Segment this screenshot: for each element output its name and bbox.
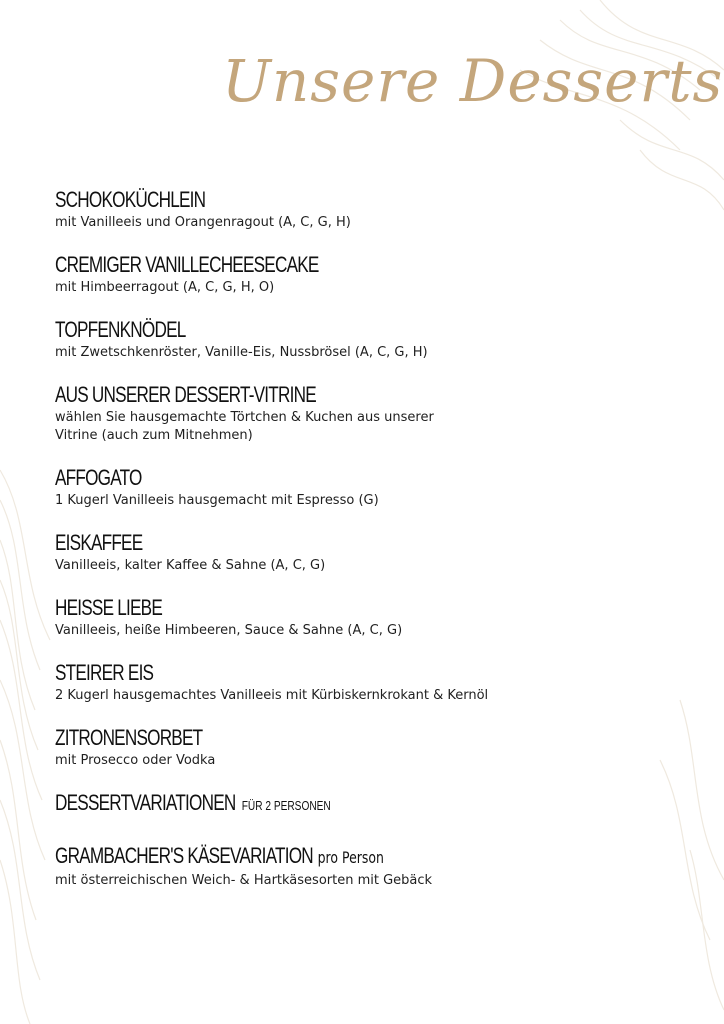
menu-item [55,724,695,770]
menu-item-name: GRAMBACHER'S KÄSEVARIATION [55,843,313,868]
menu-item-description: Vanilleeis, kalter Kaffee & Sahne (A, C, G) [55,558,326,573]
menu-item-description: mit österreichischen Weich- & Hartkäsesorten mit Gebäck [55,873,433,888]
menu-item-name: CREMIGER VANILLECHEESECAKE [55,252,319,277]
menu-item-description-line2: Vitrine (auch zum Mitnehmen) [55,428,253,443]
menu-item [55,186,695,232]
menu-item [55,659,695,705]
menu-item-description: 1 Kugerl Vanilleeis hausgemacht mit Espresso (G) [55,493,379,508]
menu-item [55,464,695,510]
menu-item-name: EISKAFFEE [55,530,143,555]
menu-item [55,381,695,445]
menu-item [55,594,695,640]
menu-item-name-row [55,842,384,872]
dessert-menu [55,186,695,909]
menu-item-description: mit Zwetschkenröster, Vanille-Eis, Nussbrösel (A, C, G, H) [55,345,428,360]
menu-item-description: mit Vanilleeis und Orangenragout (A, C, G, H) [55,215,351,230]
menu-item-description: wählen Sie hausgemachte Törtchen & Kuchen aus unserer [55,410,434,425]
menu-item-suffix: pro Person [317,848,384,867]
menu-item-name: TOPFENKNÖDEL [55,317,186,342]
menu-item-name: AUS UNSERER DESSERT-VITRINE [55,382,316,407]
menu-item-suffix: FÜR 2 PERSONEN [241,798,331,813]
menu-item-description: 2 Kugerl hausgemachtes Vanilleeis mit Kürbiskernkrokant & Kernöl [55,688,489,703]
menu-item [55,842,695,890]
menu-item-name: AFFOGATO [55,465,142,490]
menu-item-name: ZITRONENSORBET [55,725,203,750]
menu-item-name: STEIRER EIS [55,660,154,685]
menu-item-name-row [55,789,331,820]
menu-item-name: HEISSE LIEBE [55,595,163,620]
menu-item-description: mit Himbeerragout (A, C, G, H, O) [55,280,275,295]
menu-item-description: mit Prosecco oder Vodka [55,753,216,768]
menu-item [55,316,695,362]
menu-item [55,789,695,820]
page-title: Unsere Desserts [222,47,724,115]
menu-item-name: SCHOKOKÜCHLEIN [55,187,206,212]
menu-item-name: DESSERTVARIATIONEN [55,790,236,815]
menu-item-description: Vanilleeis, heiße Himbeeren, Sauce & Sahne (A, C, G) [55,623,403,638]
menu-item [55,251,695,297]
menu-item [55,529,695,575]
